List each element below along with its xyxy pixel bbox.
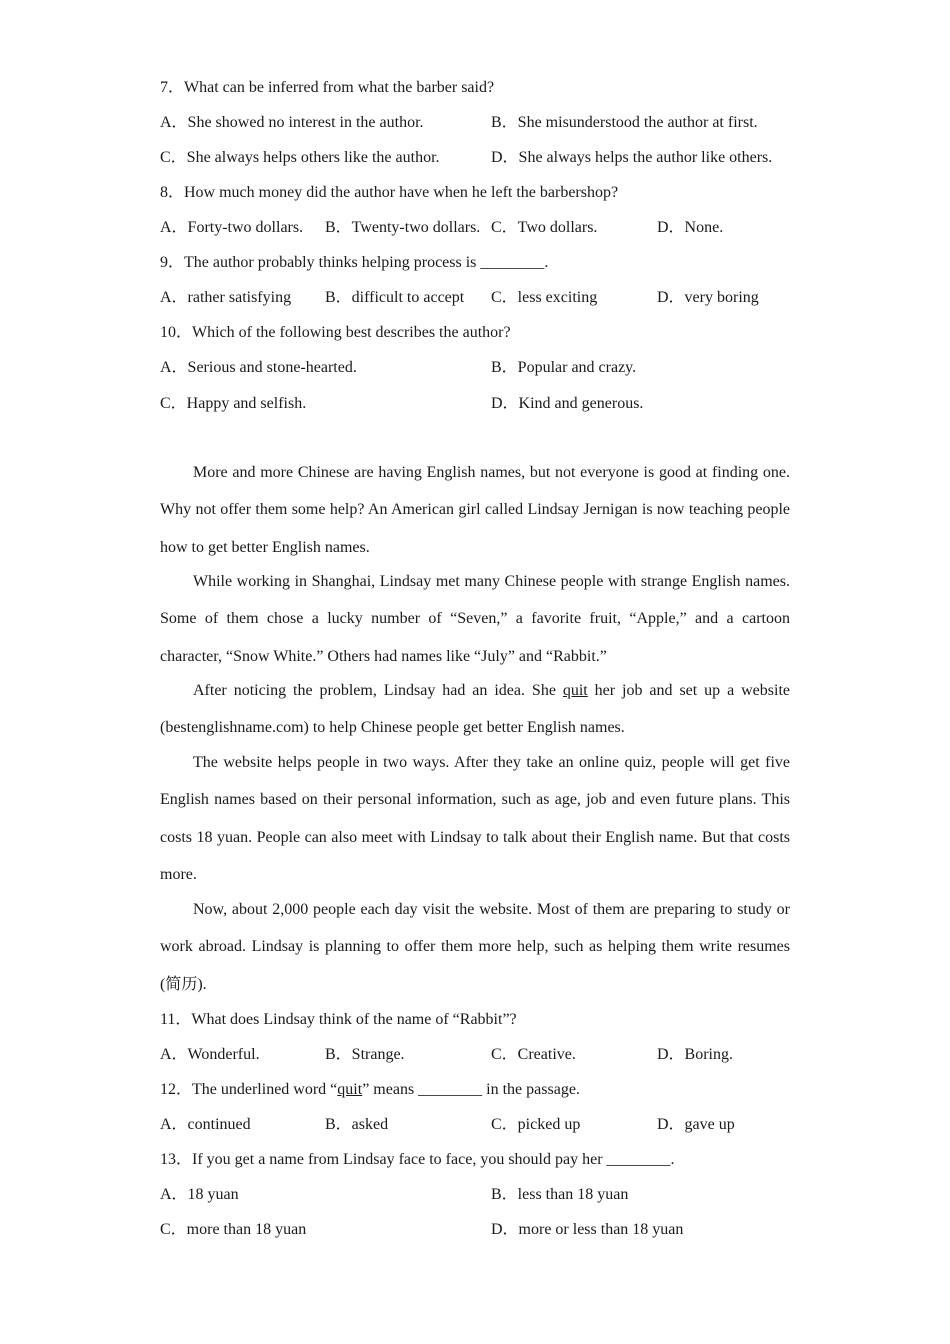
question-13-option-a: A．18 yuan (160, 1186, 239, 1203)
question-12-underlined-word: quit (337, 1081, 363, 1098)
underlined-word-quit: quit (562, 682, 588, 699)
question-10-option-d: D．Kind and generous. (491, 395, 644, 412)
question-12-stem-before: 12．The underlined word “ (160, 1081, 338, 1098)
question-8-option-a: A．Forty-two dollars. (160, 219, 304, 236)
question-9-option-d: D．very boring (657, 289, 759, 306)
question-13-option-c: C．more than 18 yuan (160, 1221, 307, 1238)
question-8-stem: 8．How much money did the author have when he left the barbershop? (160, 184, 619, 201)
question-8-option-b: B．Twenty-two dollars. (325, 219, 481, 236)
question-10-stem: 10．Which of the following best describes the author? (160, 324, 511, 341)
question-12-option-d: D．gave up (657, 1116, 735, 1133)
passage-paragraph-5: Now, about 2,000 people each day visit the website. Most of them are preparing to study or work abroad. Lindsay is planning to offer them more help, such as helping them write resumes (简历). (160, 901, 790, 993)
question-12-option-a: A．continued (160, 1116, 251, 1133)
question-13-stem: 13．If you get a name from Lindsay face to face, you should pay her ________. (160, 1151, 675, 1168)
question-13-option-b: B．less than 18 yuan (491, 1186, 629, 1203)
question-11-stem: 11．What does Lindsay think of the name of “Rabbit”? (160, 1011, 517, 1028)
question-9-option-c: C．less exciting (491, 289, 598, 306)
question-11-option-a: A．Wonderful. (160, 1046, 260, 1063)
question-12-stem (160, 1080, 580, 1100)
question-7-option-b: B．She misunderstood the author at first. (491, 114, 758, 131)
question-10-option-a: A．Serious and stone-hearted. (160, 359, 357, 376)
passage-paragraph-3 (160, 672, 790, 747)
question-11-option-d: D．Boring. (657, 1046, 734, 1063)
paragraph-3-text-before: After noticing the problem, Lindsay had an idea. She (193, 682, 563, 699)
question-8-option-c: C．Two dollars. (491, 219, 598, 236)
question-7-stem: 7．What can be inferred from what the barber said? (160, 79, 495, 96)
question-12-option-c: C．picked up (491, 1116, 581, 1133)
question-11-option-b: B．Strange. (325, 1046, 405, 1063)
passage-paragraph-1: More and more Chinese are having English names, but not everyone is good at finding one. Why not offer them some help? An American girl called Lindsay Jernigan is now teaching people how to get better English names. (160, 464, 790, 556)
question-7-option-c: C．She always helps others like the author. (160, 149, 440, 166)
question-11-option-c: C．Creative. (491, 1046, 576, 1063)
question-10-option-c: C．Happy and selfish. (160, 395, 307, 412)
question-7-option-a: A．She showed no interest in the author. (160, 114, 424, 131)
question-12-option-b: B．asked (325, 1116, 389, 1133)
question-13-option-d: D．more or less than 18 yuan (491, 1221, 684, 1238)
question-9-stem: 9．The author probably thinks helping process is ________. (160, 254, 549, 271)
question-8-option-d: D．None. (657, 219, 724, 236)
passage-paragraph-2: While working in Shanghai, Lindsay met many Chinese people with strange English names. Some of them chose a lucky number of “Seven,” a favorite fruit, “Apple,” and a cartoon character, “Snow White.” Others had names like “July” and “Rabbit.” (160, 573, 790, 665)
question-9-option-a: A．rather satisfying (160, 289, 292, 306)
paragraph-3-text-after: her job and set up a website (bestenglishname.com) to help Chinese people get better English names. (160, 682, 790, 737)
passage-paragraph-4: The website helps people in two ways. After they take an online quiz, people will get five English names based on their personal information, such as age, job and even future plans. This costs 18 yuan. People can also meet with Lindsay to talk about their English name. But that costs more. (160, 754, 790, 883)
question-12-stem-after: ” means ________ in the passage. (362, 1081, 580, 1098)
question-10-option-b: B．Popular and crazy. (491, 359, 637, 376)
question-7-option-d: D．She always helps the author like others. (491, 149, 773, 166)
question-9-option-b: B．difficult to accept (325, 289, 465, 306)
